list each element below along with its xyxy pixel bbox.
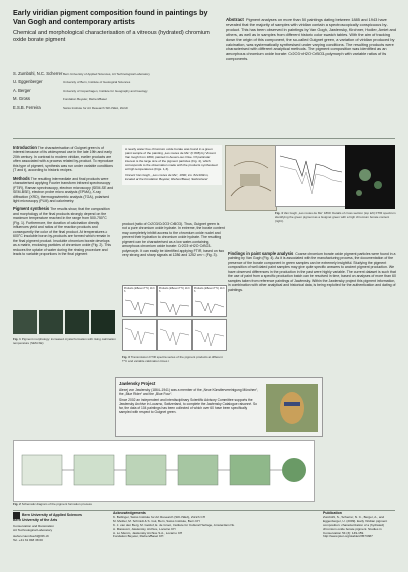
ack-text: K. Bellinger, Swiss Institute for Art Research (SIK-ISEA), Zürich CH M. Mettler, M. Schmidt & S. Gut, Bern, Swiss Institute, Bern CH K. J. van den Berg, M. Geldof, E. de Groot, Institute for Cultural Heritage, Amsterdam NL A. Massucci, Jawlensky, Archive, Locarno CH A. Lo Menzo, Jawlensky Archive S.A., Locarno CH Fondation Beyeler, Riehen/Basel CH	[113, 514, 235, 539]
fig3-caption	[122, 356, 225, 364]
findings-column	[228, 252, 398, 292]
author-affiliation: Swiss Institute for Art Research SIK-ISEA, Zürich	[63, 105, 129, 110]
fig4-spectrum-svg	[276, 146, 346, 206]
ack-heading: Acknowledgements	[113, 511, 146, 515]
painting-detail-svg	[226, 146, 276, 210]
middle-column: product (ratio of Cr2O3/Cr2O3·CrBO3). Thus, Guignet green is not a pure chromium oxide hydrate. In extreme, the borate content may completely inhibit access to the chromium oxide nuclei and prevent their hydration to chromium oxide hydrate. The resulting pigment can be characterised as a low water-containing, amorphous chromium oxide borate: Cr2O3·xH2O·CrBO3-polymorph. It can easily be identified applying FTIR, based on two very strong and sharp signals at 1286 and 1252 cm⁻¹ (Fig. 3).	[122, 222, 225, 258]
jawlensky-title: Jawlensky Project	[119, 381, 156, 386]
author-name: U. Eggenberger	[13, 79, 43, 85]
spectrum-panel	[122, 319, 157, 351]
spectrum-panel	[157, 319, 192, 351]
footer-publication	[323, 512, 397, 539]
intro-text: The characterisation of Guignet green is of interest because of its widespread use in the late 19th and early 20th century. In contrast to modern viridian, earlier products are often associated with a process related by-product. To reproduce this type of pigment, synthesis was run under variable conditions (T and t), according to historic recipes.	[13, 146, 114, 173]
fig4-spectrum	[275, 145, 347, 207]
spectrum-panel-label: Products (different T°C) 10-3 h	[124, 287, 155, 293]
spectrum-svg	[158, 294, 191, 318]
jawlensky-text-2: Since 2002 an independent and interdisciplinary Scientific Advisory Committee supports the Jawlensky Archive in Locarno, Switzerland, to complete the Jawlensky Catalogue raisonné. So far, the data of 104 paintings has been collected of which over 60 have been specifically sampled with respect to Guignet green.	[119, 398, 257, 415]
fig4-caption	[275, 212, 397, 223]
spectrum-panel	[192, 285, 227, 317]
page-subtitle: Chemical and morphological characterisation of a vitreous (hydrated) chromium oxide borate pigment	[13, 30, 210, 43]
author-affiliation: University of Bern, Institute of Geological Sciences	[63, 80, 131, 85]
institution-name: Bern University of Applied Sciences	[22, 512, 82, 517]
author-row	[13, 87, 223, 95]
jawlensky-box	[115, 377, 323, 437]
painting-detail-image	[225, 145, 277, 211]
author-name: E.S.B. Ferreira	[13, 104, 41, 110]
synthesis-text: The results show, that the composition and morphology of the final products strongly depend on the maximum temperature reached in the range from 500-750°C (Fig. 1). Furthermore, the duration of calcination directly influences yield and ratios of the reaction products and consequently the color of the final product. At temperatures ≥ 600°C insoluble boron by-products are formed which remain in the final pigment product. Insoluble chromium borate develops as a matrix, enclosing particles of chromium oxide (Fig. 2). This reduces the uptake of water during the rinsing procedure and leads to variable proportions in the final pigment	[13, 207, 111, 256]
author-name: M. Gross	[13, 96, 30, 102]
footer	[13, 512, 395, 562]
fig3-text: Transmission FTIR spectra series of the pigment products at different T°C and variable calcination times t	[122, 355, 223, 363]
spectrum-svg	[123, 320, 156, 350]
footer-acknowledgements	[113, 512, 303, 539]
intro-heading: Introduction	[13, 145, 37, 150]
abstract	[226, 18, 398, 62]
cross-section-image	[345, 145, 395, 209]
spectrum-svg	[158, 320, 191, 350]
fig2-diagram-svg	[14, 441, 314, 501]
synthesis-heading: Pigment synthesis	[13, 206, 50, 212]
spectrum-svg	[193, 320, 226, 350]
fig2-text: Schematic diagram of the pigment formation process	[21, 502, 92, 506]
fig3-spectra	[122, 285, 225, 353]
spectrum-svg	[193, 294, 226, 318]
author-row	[13, 70, 223, 78]
spectrum-panel	[157, 285, 192, 317]
cross-section-svg	[345, 145, 395, 209]
methods-heading: Methods	[13, 175, 30, 181]
pub-text[interactable]: Zumbühl, S., Scherrer, N. C., Berger, A., and Eggenberger, U. (2009). Early Viridian pigment composition: characterization of a (hydrated) chromium oxide borate pigment. Studies in Conservation 54 (3): 149-159. http://www.jstor.org/stable/23573387	[323, 514, 388, 539]
fig4-label: Fig. 4	[275, 211, 283, 215]
author-row	[13, 78, 223, 86]
spectrum-panel-label: Products (different T°C) 10-3 h	[159, 287, 190, 293]
contact[interactable]: stefan.zuumbuehl@bfh.ch Tel. +41 31 848 38 00	[13, 533, 49, 542]
author-name: A. Berger	[13, 87, 31, 93]
author-row	[13, 95, 223, 103]
micrograph-image	[39, 310, 63, 334]
page-title: Early viridian pigment composition found in paintings by Van Gogh and contemporary artists	[13, 8, 208, 26]
fig2-diagram	[13, 440, 315, 502]
spectrum-panel-label: Products (different T°C) 10-3 h	[194, 287, 225, 293]
footer-institution	[13, 512, 93, 543]
author-affiliation: Bern University of Applied Sciences, Art Technological Laboratory	[63, 72, 150, 76]
divider	[13, 138, 395, 139]
findings-text: Coarse chromium borate oxide pigment particles were found in a painting by Van Gogh (Fig. 4). As it is associated with the manufacturing process, the documentation of the presence of the borate component in green samples can be extremely insightful. Studying the pigment composition of well dated paint samples may give quite specific answers to ancient pigment production. We have observed differences in the production in the past were highly variable. The current dataset is such that the use of paint from a specific production batch can be resolved in time, based on analyses of more than 60 samples taken from reference paintings of Jawlensky. Within the Jawlensky project this pigment information, in combination with other analytical and historical data, is being exploited for the authentication and dating of paintings.	[228, 252, 396, 292]
intro-column	[13, 146, 114, 260]
jawlensky-painting-image	[266, 384, 318, 432]
author-affiliation: University of Copenhagen, Institute for Geography and Geology	[63, 88, 148, 93]
spectrum-panel	[192, 319, 227, 351]
authors-list	[13, 70, 223, 112]
abstract-text: Pigment analyses on more than 50 paintings dating between 1885 and 1943 have revealed that the majority of samples with viridian contain a spectroscopically conspicuous by-product. This has been observed in paintings by Van Gogh, Jawlensky, Kirchner, Hodler, Amiet and others, as well as in samples from different historic color swatch tables. With the aim of tracking down the origin of this component, the so-called Guignet green, a variation of viridian produced by calcination, was systematically synthesised under varying conditions. The resulting products were characterised with different analytical methods. The pigment composition was identified as an amorphous chromium oxide borate: Cr2O3·xH2O·CrBO3-polymorph with variable ratios of its components.	[226, 17, 396, 62]
abstract-heading: Abstract	[226, 17, 244, 22]
findings-heading: Findings in paint sample analysis	[228, 251, 294, 256]
pub-heading: Publication	[323, 511, 342, 515]
jawlensky-painting-svg	[266, 384, 318, 432]
jawlensky-text-1: Alexej von Jawlensky (1864–1941) was a member of the „Neue Künstlervereinigung München“, the „Blue Rider“ and the „Blue Four“.	[119, 388, 259, 397]
spectrum-panel	[122, 285, 157, 317]
fig4-text: Van Gogh „Les routes de Mé“ 1890: Details of cross section (top left) FTIR spectrum identifying the green pigment as a Guignet green with a high chromium borate content (right).	[275, 211, 396, 223]
department: Conservation and Restoration Art Technological Laboratory	[13, 523, 54, 532]
micrograph-image	[13, 310, 37, 334]
callout-text: A nearly water free chromium oxide borate was found in a green paint sample of the painting „Les routes de Mé“ (F 808) by Vincent Van Gogh from 1890, painted in Auvers-sur-Oise. Of particular interest is the large size of the pigment particles (Fig. 4), which corresponds to the observation made with the products synthesised at high temperatures (Figs. 1,3).	[125, 147, 218, 171]
fig2-caption	[13, 503, 233, 507]
fig1-text: Pigment morphology: increased crystal formation with rising calcination temperature (SEM-SE)	[13, 337, 116, 345]
callout-box	[122, 145, 222, 185]
fig2-label: Fig. 2	[13, 502, 21, 506]
institution-sub: Bern University of the Arts	[13, 518, 58, 522]
fig3-label: Fig. 3	[122, 355, 130, 359]
micrograph-image	[91, 310, 115, 334]
author-affiliation: Fondation Beyeler, Riehen/Basel	[63, 97, 107, 102]
author-name: S. Zumbühl, N.C. Scherrer	[13, 71, 63, 76]
fig1-micrographs	[13, 310, 116, 335]
methods-text: The resulting intermediate and final products were characterised applying Fourier transform infrared spectroscopy (FTIR), Raman spectroscopy, electron microscopy (SEM-SE and SEM-BSE), electron probe micro analysis (EPMA), X-ray diffraction (XRD), thermogravimetric analysis (TGA), polarised light microscopy (PLM) and calorimetry.	[13, 176, 114, 203]
callout-credit: Vincent Van Gogh, „Les routes de Mé“, 1890, inv. 82x100cm, located at the Fondation Beyeler, Riehen/Basel, Switzerland	[125, 173, 209, 182]
fig1-caption	[13, 338, 116, 346]
author-row	[13, 104, 223, 112]
micrograph-image	[65, 310, 89, 334]
spectrum-svg	[123, 294, 156, 318]
fig1-label: Fig. 1	[13, 337, 21, 341]
